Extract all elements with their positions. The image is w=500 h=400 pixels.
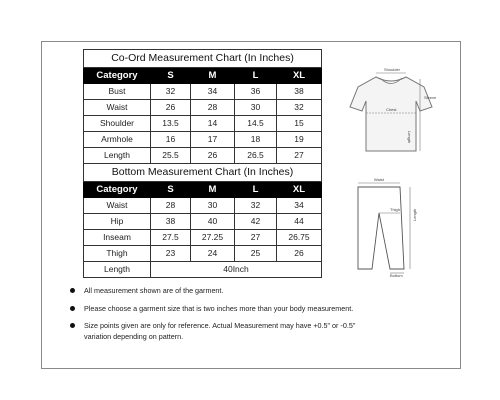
cell-xl: 38 [277,84,322,100]
cell-s: 13.5 [151,116,191,132]
row-label: Armhole [84,132,151,148]
cell-m: 40 [191,214,235,230]
cell-m: 34 [191,84,235,100]
bottom-measurement-table [83,163,322,278]
bullet-icon [70,288,75,293]
cell-l: 27 [235,230,277,246]
cell-xl: 15 [277,116,322,132]
cell-m: 24 [191,246,235,262]
cell-xl: 26 [277,246,322,262]
cell-l: 14.5 [235,116,277,132]
cell-xl: 19 [277,132,322,148]
list-item [70,286,370,297]
header-l: L [235,68,277,84]
tshirt-shoulder-label: Shoulder [384,67,401,72]
tshirt-length-label: Length [407,131,412,144]
bottom-chart-title: Bottom Measurement Chart (In Inches) [84,164,322,182]
cell-m: 27.25 [191,230,235,246]
cell-s: 27.5 [151,230,191,246]
pants-waist-label: Waist [374,177,384,182]
table-row [84,148,322,164]
note-text: Size points given are only for reference. Actual Measurement may have +0.5" or -0.5" variation depending on pattern. [84,321,356,341]
table-row [84,198,322,214]
header-l: L [235,182,277,198]
header-s: S [151,68,191,84]
notes-list [70,286,370,349]
note-text: Please choose a garment size that is two inches more than your body measurement. [84,303,354,313]
list-item [70,321,370,342]
cell-m: 30 [191,198,235,214]
row-label: Waist [84,198,151,214]
row-label: Bust [84,84,151,100]
coord-measurement-table [83,49,322,164]
cell-m: 28 [191,100,235,116]
pants-length-label: Length [412,208,417,221]
tshirt-chest-label: Chest [386,107,397,112]
tshirt-sleeve-label: Sleeve [424,95,436,100]
cell-s: 38 [151,214,191,230]
pants-thigh-label: Thigh [390,207,401,212]
header-s: S [151,182,191,198]
cell-m: 26 [191,148,235,164]
cell-l: 26.5 [235,148,277,164]
table-row [84,246,322,262]
table-row [84,132,322,148]
cell-l: 25 [235,246,277,262]
table-row [84,84,322,100]
cell-l: 30 [235,100,277,116]
header-category: Category [84,182,151,198]
cell-s: 23 [151,246,191,262]
table-row [84,100,322,116]
cell-xl: 44 [277,214,322,230]
row-label: Shoulder [84,116,151,132]
row-label: Hip [84,214,151,230]
pants-diagram [352,177,422,277]
table-row [84,262,322,278]
row-label: Length [84,148,151,164]
pants-bottom-label: Bottom [390,273,403,277]
cell-l: 42 [235,214,277,230]
header-xl: XL [277,182,322,198]
coord-chart-title: Co-Ord Measurement Chart (In Inches) [84,50,322,68]
row-label: Inseam [84,230,151,246]
row-label: Length [84,262,151,278]
header-m: M [191,68,235,84]
length-value-cell: 40Inch [151,262,322,278]
cell-l: 36 [235,84,277,100]
cell-m: 14 [191,116,235,132]
header-m: M [191,182,235,198]
header-xl: XL [277,68,322,84]
row-label: Thigh [84,246,151,262]
cell-xl: 27 [277,148,322,164]
row-label: Waist [84,100,151,116]
header-category: Category [84,68,151,84]
list-item [70,304,370,315]
table-row [84,230,322,246]
cell-s: 25.5 [151,148,191,164]
bullet-icon [70,306,75,311]
coord-header-row [84,68,322,84]
tshirt-diagram [346,67,436,157]
cell-l: 18 [235,132,277,148]
bullet-icon [70,323,75,328]
note-text: All measurement shown are of the garment. [84,286,224,295]
table-row [84,116,322,132]
cell-l: 32 [235,198,277,214]
cell-s: 16 [151,132,191,148]
cell-m: 17 [191,132,235,148]
cell-xl: 32 [277,100,322,116]
cell-xl: 26.75 [277,230,322,246]
cell-s: 32 [151,84,191,100]
cell-xl: 34 [277,198,322,214]
table-row [84,214,322,230]
cell-s: 26 [151,100,191,116]
cell-s: 28 [151,198,191,214]
bottom-header-row [84,182,322,198]
